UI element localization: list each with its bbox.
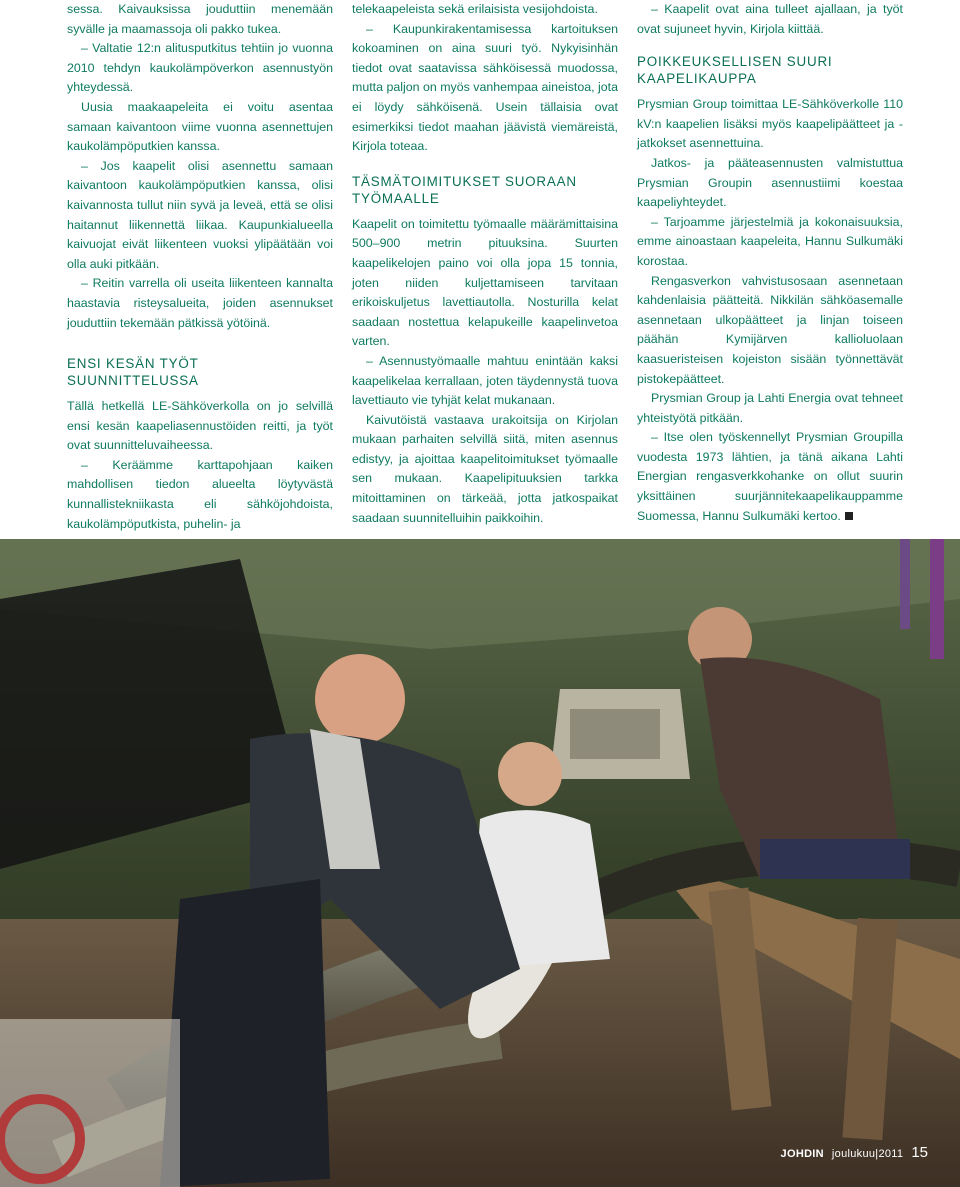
paragraph: – Reitin varrella oli useita liikenteen kannalta haastavia risteysalueita, joiden asennukset jouduttiin tekemään pätkissä yötöinä.	[67, 276, 333, 330]
paragraph: – Kaupunkirakentamisessa kartoituksen kokoaminen on aina suuri työ. Nykyisinhän tiedot ovat saatavissa sähköisessä muodossa, mutta paljon on myös vanhempaa aineistoa, jota ei löydy sähköisenä. Usein tällaisia ovat esimerkiksi tiedot maahan jäävistä viemäreistä, Kirjola toteaa.	[352, 21, 618, 154]
section-heading: ENSI KESÄN TYÖT SUUNNITTELUSSA	[67, 356, 199, 389]
paragraph-text: – Itse olen työskennellyt Prysmian Groupilla vuodesta 1973 lähtien, ja tänä aikana Lahti Energian rengasverkkohanke on ollut suurin yksittäinen suurjännitekaapelikauppamme Suomessa, Hannu Sulkumäki kertoo.	[637, 430, 903, 523]
cable-jointing-photo	[0, 539, 960, 1187]
paragraph: – Valtatie 12:n alitusputkitus tehtiin jo vuonna 2010 tehdyn kaukolämpöverkon asennustyön yhteydessä.	[67, 41, 333, 95]
section-heading: POIKKEUKSELLISEN SUURI KAAPELIKAUPPA	[637, 54, 833, 87]
issue-date: joulukuu|2011	[831, 1148, 904, 1160]
paragraph: – Asennustyömaalle mahtuu enintään kaksi kaapelikelaa kerrallaan, joten täydennystä tuova lavettiauto vie tyhjät kelat mukanaan.	[352, 353, 618, 408]
paragraph: Tällä hetkellä LE-Sähköverkolla on jo selvillä ensi kesän kaapeliasennustöiden reitti, ja työt ovat suunnitteluvaiheessa.	[67, 399, 333, 453]
paragraph: Prysmian Group toimittaa LE-Sähköverkolle 110 kV:n kaapelien lisäksi myös kaapelipäätteet ja -jatkokset asennettuina.	[637, 97, 903, 151]
page-footer	[781, 1144, 928, 1161]
paragraph: Uusia maakaapeleita ei voitu asentaa samaan kaivantoon viime vuonna asennettujen kaukolämpöputkien kanssa.	[67, 99, 333, 154]
text-column-2	[352, 0, 618, 528]
paragraph: – Jos kaapelit olisi asennettu samaan kaivantoon kaukolämpöputkien kanssa, olisi kaivannosta tullut niin syvä ja leveä, että se olisi haitannut liikennettä liikaa. Kaupunkialueella kaivuojat eivät liikenteen vuoksi ylipäätään voi olla auki pitkään.	[67, 158, 333, 271]
page-number: 15	[911, 1144, 928, 1161]
paragraph	[637, 428, 903, 526]
photo-illustration	[0, 539, 960, 1187]
paragraph: – Kaapelit ovat aina tulleet ajallaan, ja työt ovat sujuneet hyvin, Kirjola kiittää.	[637, 2, 903, 36]
paragraph: Prysmian Group ja Lahti Energia ovat tehneet yhteistyötä pitkään.	[637, 391, 903, 425]
magazine-name: JOHDIN	[780, 1148, 824, 1160]
paragraph: Jatkos- ja pääteasennusten valmistuttua Prysmian Groupin asennustiimi koestaa kaapeliyhteydet.	[637, 155, 903, 210]
paragraph: Rengasverkon vahvistusosaan asennetaan kahdenlaisia päätteitä. Nikkilän sähköasemalle asennetaan ulkopäätteet ja linjan toiseen päähän Kymijärven kallioluolaan kaasueristeisen kojeiston sisään työnnettävät pistokepäätteet.	[637, 273, 903, 386]
text-column-3	[637, 0, 903, 526]
paragraph: telekaapeleista sekä erilaisista vesijohdoista.	[352, 2, 598, 16]
paragraph: sessa. Kaivauksissa jouduttiin menemään syvälle ja maamassoja oli pakko tukea.	[67, 2, 333, 36]
paragraph: – Tarjoamme järjestelmiä ja kokonaisuuksia, emme ainoastaan kaapeleita, Hannu Sulkumäki korostaa.	[637, 214, 903, 268]
paragraph: Kaapelit on toimitettu työmaalle määrämittaisina 500–900 metrin pituuksina. Suurten kaapelikelojen paino voi olla jopa 15 tonnia, joten niiden kuljettamiseen tarvitaan erikoiskuljetus lavettiautolla. Nosturilla kelat saadaan nostettua kelapukeille kaapelinvetoa varten.	[352, 216, 618, 349]
paragraph: – Keräämme karttapohjaan kaiken mahdollisen tiedon alueelta löytyvästä kunnallistekniikasta eli sähköjohdoista, kaukolämpöputkista, puhelin- ja	[67, 457, 333, 531]
section-heading: TÄSMÄTOIMITUKSET SUORAAN TYÖMAALLE	[352, 173, 577, 206]
text-column-1	[67, 0, 333, 534]
paragraph: Kaivutöistä vastaava urakoitsija on Kirjolan mukaan parhaiten selvillä siitä, miten asennus edistyy, ja ajoittaa kaapelitoimitukset työmaalle sen mukaan. Kaapelipituuksien tarkka mitoittaminen on tärkeää, jotta jatkospaikat saadaan suunnitelluihin paikkoihin.	[352, 412, 618, 525]
end-mark-icon	[845, 512, 853, 520]
